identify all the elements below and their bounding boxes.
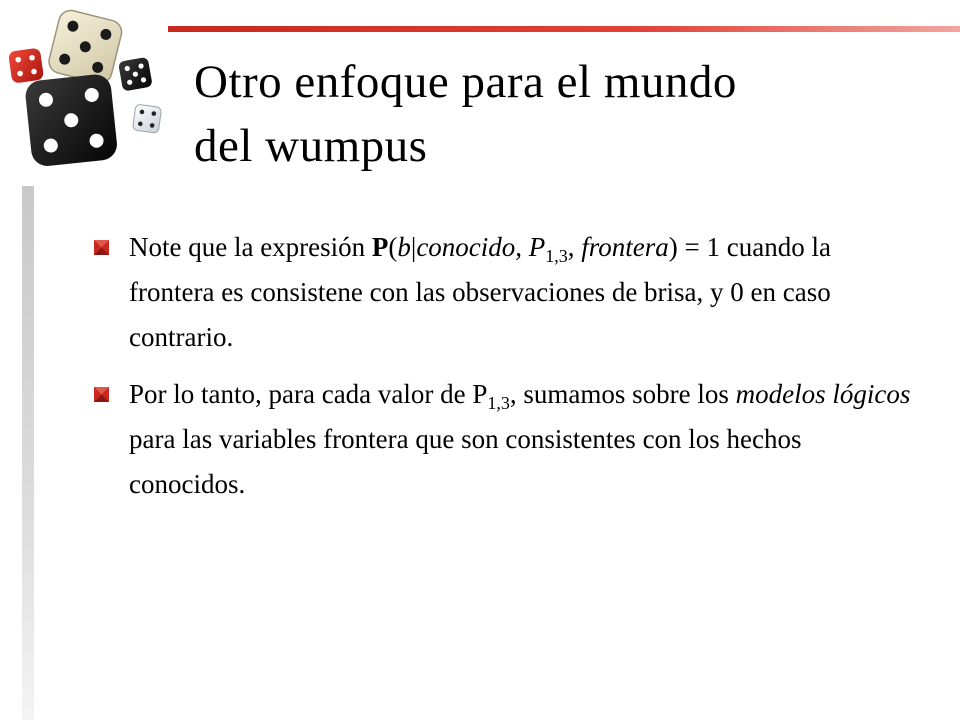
bullet-2-subscript: 1,3 (487, 393, 510, 413)
bullet-2-text-b: , sumamos sobre los (509, 379, 736, 409)
bullet-list (94, 225, 914, 519)
title-line-2: del wumpus (194, 120, 428, 172)
diamond-bullet-icon (94, 387, 109, 402)
top-accent-rule (168, 26, 960, 32)
bullet-2-text-a: Por lo tanto, para cada valor de P (129, 379, 488, 409)
bullet-item-2 (94, 372, 914, 507)
bullet-1-bold-p: P (371, 232, 389, 262)
diamond-bullet-icon (94, 240, 109, 255)
bullet-1-subscript: 1,3 (545, 246, 568, 266)
bullet-1-italic-frontera: frontera (581, 232, 669, 262)
bullet-1-text-a: Note que la expresión (129, 232, 372, 262)
bullet-1-text-c: | (410, 232, 417, 262)
bullet-2-text-c: para las variables frontera que son consistentes con los hechos conocidos. (129, 424, 802, 499)
bullet-1-text-e: ) = 1 cuando la frontera es consistene con las observaciones de brisa, y 0 en caso contrario. (129, 232, 831, 352)
dice-logo-icon (0, 0, 180, 182)
bullet-1-italic-conocido: conocido, P (416, 232, 546, 262)
bullet-2-italic-modelos: modelos lógicos (735, 379, 911, 409)
slide-title (194, 50, 934, 178)
bullet-1-text-d: , (567, 232, 575, 262)
title-line-1: Otro enfoque para el mundo (194, 56, 737, 108)
bullet-1-italic-b: b (397, 232, 411, 262)
bullet-item-1 (94, 225, 914, 360)
side-accent-rule (22, 186, 34, 720)
bullet-1-text-b: ( (388, 232, 398, 262)
